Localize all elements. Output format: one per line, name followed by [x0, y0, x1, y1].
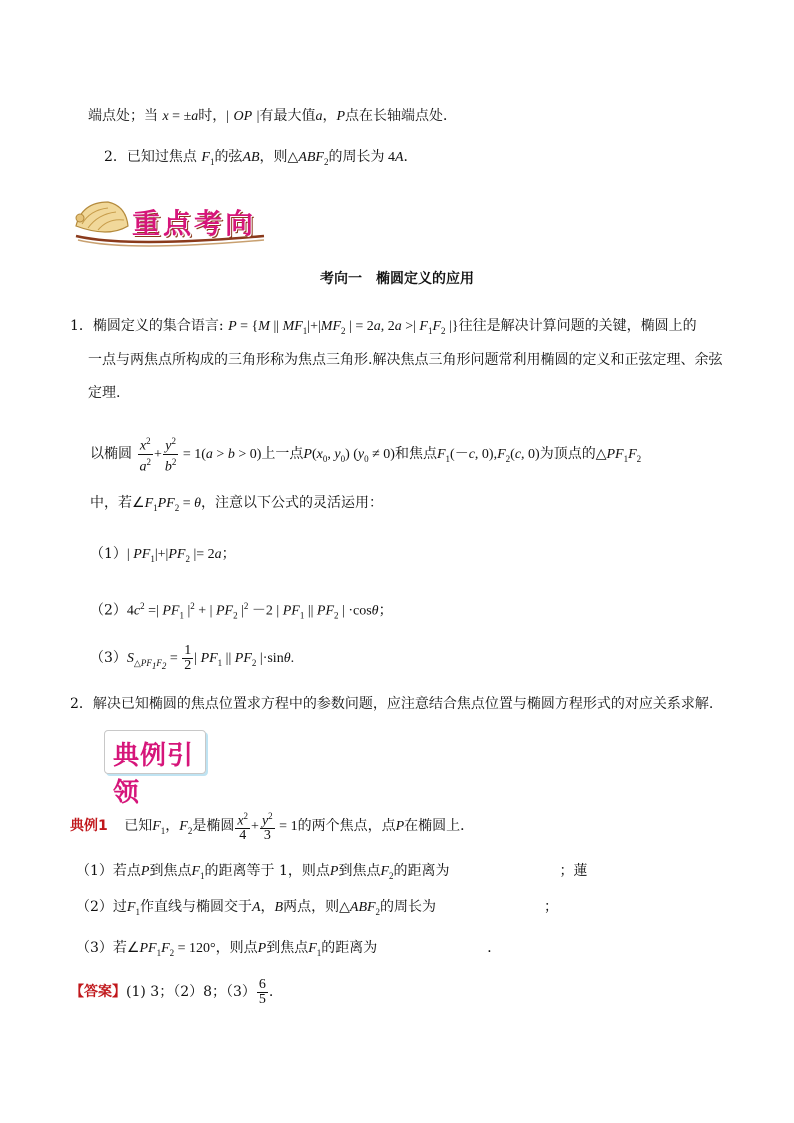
- example-1-q3: （3）若$\angle PF_1F_2 = 120^\circ$，则点P到焦点$F_1$的距离为 ．: [76, 940, 502, 958]
- example-1-stem: 典例1 已知$F_1$，$F_2$是椭圆 $\frac{x^2}{4}$ + $\frac{y^2}{3}$ = 1的两个焦点，点P在椭圆上．: [70, 810, 475, 844]
- item-2: 2．解决已知椭圆的焦点位置求方程中的参数问题，应注意结合焦点位置与椭圆方程形式的对应关系求解.: [70, 696, 714, 712]
- ellipse-paragraph-line-2: 中，若$\angle F_1PF_2 = \theta$，注意以下公式的灵活运用：: [90, 495, 384, 513]
- example-banner: [104, 730, 206, 808]
- example-1-q2: （2）过$F_1$作直线与椭圆交于A，B两点，则$\triangle ABF_2$的周长为 ；: [76, 899, 559, 917]
- item-1-line-1: 1．椭圆定义的集合语言: P = {M || $MF_1|+|MF_2$ | = 2a, 2a >| $F_1F_2$ |}往往是解决计算问题的关键，椭圆上的: [70, 318, 697, 336]
- section-title: 考向一 椭圆定义的应用: [320, 271, 474, 287]
- item-1-line-3: 定理.: [88, 385, 121, 401]
- item-1-line-2: 一点与两焦点所构成的三角形称为焦点三角形.解决焦点三角形问题常利用椭圆的定义和正弦定理、余弦: [88, 352, 723, 368]
- ellipse-paragraph-line-1: 以椭圆 $\frac{x^2}{a^2}$ + $\frac{y^2}{b^2}$ = 1(a > b > 0)上一点$P(x_0$, $y_0$) $(y_0 \ne 0)$和焦点$F_1(-c$, $0),F_2(c$, 0)为顶点的$\triangle PF_1F_2$: [90, 436, 642, 475]
- formula-2: $(2)4c^2$ =| $PF_1$ $|^2$ + | $PF_2$ $|^2 -2$ | $PF_1$ || $PF_2$ | ·cosθ；: [90, 601, 393, 621]
- answer-line: 【答案】(1) 3；（2）8；（3） $\frac{6}{5}$ .: [70, 976, 274, 1007]
- key-direction-banner: [68, 196, 268, 252]
- note-2: 2．已知过焦点 $F_1$的弦AB，则$\triangle ABF_2$的周长为 4A．: [104, 149, 418, 167]
- formula-3: $(3)S_{\triangle PF_1F_2}$ = $\frac{1}{2}$ | $PF_1$ || $PF_2$ |·sinθ.: [90, 642, 295, 673]
- example-banner-title: 典例引领: [113, 741, 195, 808]
- formula-1: （1）| $PF_1|+|PF_2$ |= 2a；: [90, 546, 236, 564]
- banner-title: 重点考向: [132, 207, 257, 240]
- continuation-line: 端点处；当 x = ±a时，| OP |有最大值a，P点在长轴端点处．: [88, 108, 458, 124]
- example-1-q1: （1）若点P到焦点$F_1$的距离等于 1，则点P到焦点$F_2$的距离为 ；蓮: [76, 863, 588, 881]
